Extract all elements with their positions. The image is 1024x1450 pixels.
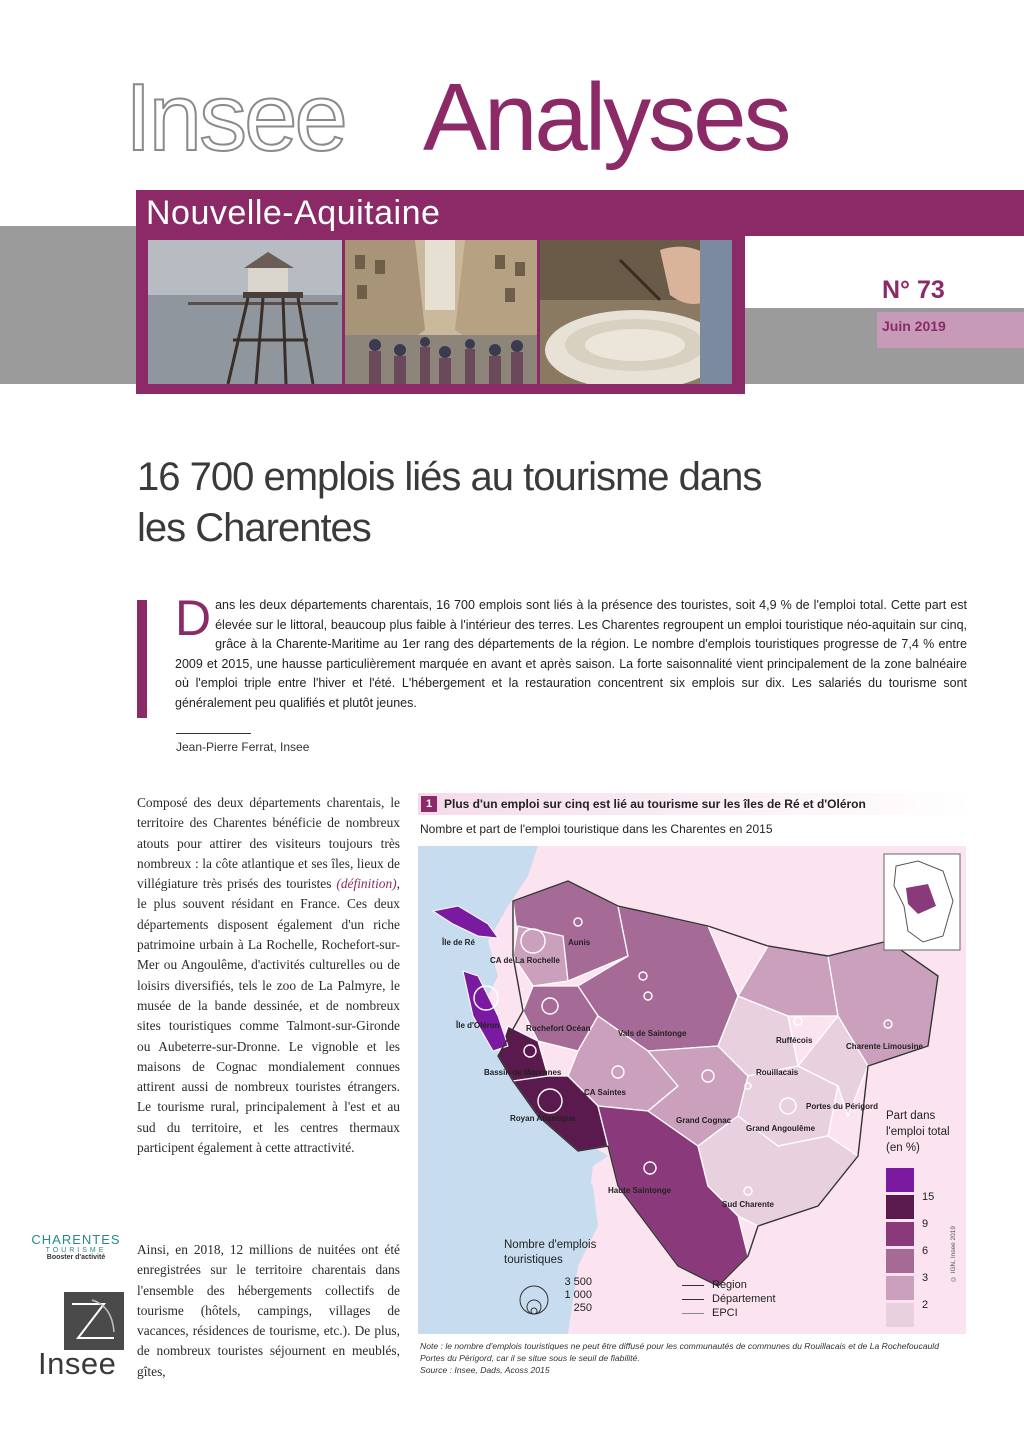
legend-share-title [886, 1108, 950, 1156]
legend-boundary-label: EPCI [712, 1307, 738, 1319]
legend-boundary-department [682, 1292, 776, 1306]
legend-swatch [886, 1276, 914, 1300]
legend-swatch [886, 1303, 914, 1327]
charentes-tourisme-logo [26, 1232, 126, 1261]
map-label: Île d'Oléron [456, 1021, 500, 1030]
legend-count-circles [514, 1276, 554, 1316]
insee-logo-mark [64, 1292, 124, 1350]
figure-title: Plus d'un emploi sur cinq est lié au tourisme sur les îles de Ré et d'Oléron [444, 797, 866, 811]
map-label: Vals de Saintonge [618, 1029, 687, 1038]
figure-subtitle: Nombre et part de l'emploi touristique dans les Charentes en 2015 [420, 822, 773, 836]
legend-share-title-line: l'emploi total [886, 1126, 950, 1138]
legend-count-value: 1 000 [564, 1289, 592, 1301]
legend-share-title-line: (en %) [886, 1142, 920, 1154]
header-gray-band-left [0, 226, 140, 384]
legend-count-value: 250 [573, 1302, 592, 1314]
region-name: Nouvelle-Aquitaine [146, 194, 441, 232]
map-label: Portes du Périgord [806, 1102, 879, 1111]
article-title-line2: les Charentes [137, 506, 371, 550]
map-label: Île de Ré [442, 938, 475, 947]
map-label-layer [418, 846, 966, 1334]
legend-boundary-epci [682, 1306, 776, 1320]
map-label: Grand Angoulême [746, 1124, 816, 1133]
body-p1-text-a: Composé des deux départements charentais, le territoire des Charentes bénéficie de nombreux atouts pour attirer des visiteurs toujours très nombreux : la côte atlantique et ses îles, lieux de villégiature très prisés des touristes [137, 795, 400, 892]
article-title [137, 452, 857, 554]
map-label: Rouillacais [756, 1068, 799, 1077]
legend-boundary-label: Région [712, 1279, 747, 1291]
photo-fishing-hut [148, 240, 342, 384]
definition-link[interactable]: (définition) [336, 876, 397, 892]
author-rule [176, 733, 251, 734]
abstract-dropcap: D [175, 590, 212, 646]
logo-analyses: Analyses [423, 64, 789, 171]
legend-swatch [886, 1195, 914, 1219]
legend-count-value: 3 500 [564, 1276, 592, 1288]
body-paragraph-1 [137, 793, 400, 1158]
legend-boundaries [682, 1278, 776, 1320]
legend-boundary-label: Département [712, 1293, 776, 1305]
logo-insee: Insee [125, 64, 345, 171]
insee-logo-word: Insee [38, 1346, 117, 1381]
charentes-logo-sub: TOURISME [45, 1247, 107, 1254]
legend-count-values [552, 1276, 592, 1315]
legend-value: 15 [922, 1191, 935, 1203]
map-label: Aunis [568, 938, 591, 947]
map-label: Rochefort Océan [526, 1024, 591, 1033]
map-charentes [418, 846, 966, 1334]
figure-number: 1 [421, 796, 437, 812]
figure-note [420, 1340, 966, 1376]
legend-value: 9 [922, 1218, 929, 1230]
map-copyright: © IGN, Insee 2019 [950, 1226, 957, 1283]
map-label: Royan Atlantique [510, 1114, 576, 1123]
article-title-line1: 16 700 emplois liés au tourisme dans [137, 455, 762, 499]
charentes-logo-tag: Booster d'activité [46, 1254, 106, 1261]
legend-count-title-line: touristiques [504, 1254, 563, 1266]
issue-date: Juin 2019 [882, 318, 946, 334]
abstract-accent-bar [137, 600, 147, 718]
legend-count-title-line: Nombre d'emplois [504, 1239, 597, 1251]
legend-boundary-region [682, 1278, 776, 1292]
legend-swatch [886, 1222, 914, 1246]
author: Jean-Pierre Ferrat, Insee [176, 740, 310, 754]
figure-source: Source : Insee, Dads, Acoss 2015 [420, 1365, 550, 1375]
abstract [175, 590, 967, 713]
legend-share-swatches [886, 1168, 914, 1327]
map-label: Haute Saintonge [608, 1186, 672, 1195]
map-label: Bassin de Marennes [484, 1068, 562, 1077]
charentes-logo-name: CHARENTES [31, 1232, 121, 1247]
legend-swatch [886, 1249, 914, 1273]
map-label: Ruffécois [776, 1036, 813, 1045]
legend-value: 2 [922, 1299, 929, 1311]
issue-number: N° 73 [882, 276, 945, 304]
map-label: Charente Limousine [846, 1042, 923, 1051]
map-label: Grand Cognac [676, 1116, 732, 1125]
map-label: Sud Charente [722, 1200, 775, 1209]
legend-swatch [886, 1168, 914, 1192]
abstract-text: ans les deux départements charentais, 16 700 emplois sont liés à la présence des touristes, soit 4,9 % de l'emploi total. Cette part est élevée sur le littoral, beaucoup plus faible à l'intérieur des terres. Les Charentes regroupent un emploi touristique néo-aquitain sur cinq, grâce à la Charente-Maritime au 1er rang des départements de la région. Le nombre d'emplois touristiques progresse de 7,4 % entre 2009 et 2015, une hausse particulièrement marquée en avant et après saison. La forte saisonnalité vient principalement de la zone balnéaire où l'emploi triple entre l'hiver et l'été. L'hébergement et la restauration concentrent six emplois sur dix. Les salariés du tourisme sont généralement peu qualifiés et plutôt jeunes. [175, 598, 967, 710]
legend-share-title-line: Part dans [886, 1110, 936, 1122]
body-paragraph-2: Ainsi, en 2018, 12 millions de nuitées ont été enregistrées sur le territoire charentais dans l'ensemble des hébergements collectifs de tourisme (hôtels, campings, villages de vacances, résidences de tourisme, etc.). De plus, de nombreux touristes séjournent en meublés, gîtes, [137, 1242, 400, 1379]
map-label: CA Saintes [584, 1088, 626, 1097]
legend-count-title [504, 1238, 596, 1268]
body-p1-text-b: , le plus souvent résidant en France. Ces deux départements disposent également d'un riche patrimoine urbain à La Rochelle, Rochefort-sur-Mer ou Angoulême, d'activités culturelles ou de loisirs diversifiés, tels le zoo de La Palmyre, le musée de la bande dessinée, et de nombreux sites touristiques comme Talmont-sur-Gironde ou Aubeterre-sur-Dronne. Le vignoble et les maisons de Cognac mondialement connues attirent aussi de nombreux touristes étrangers. Le tourisme rural, principalement à l'est et au sud du territoire, et les centres thermaux participent également à cette attractivité. [137, 876, 400, 1156]
photo-pottery [540, 240, 732, 384]
figure-note-text: Note : le nombre d'emplois touristiques ne peut être diffusé pour les communautés de communes du Rouillacais et de La Rochefoucauld Portes du Périgord, car il se situe sous le seuil de fiabilité. [420, 1341, 939, 1363]
legend-value: 6 [922, 1245, 929, 1257]
legend-share-values [922, 1184, 934, 1319]
map-label: CA de La Rochelle [490, 956, 560, 965]
photo-city-street [345, 240, 537, 384]
legend-value: 3 [922, 1272, 929, 1284]
